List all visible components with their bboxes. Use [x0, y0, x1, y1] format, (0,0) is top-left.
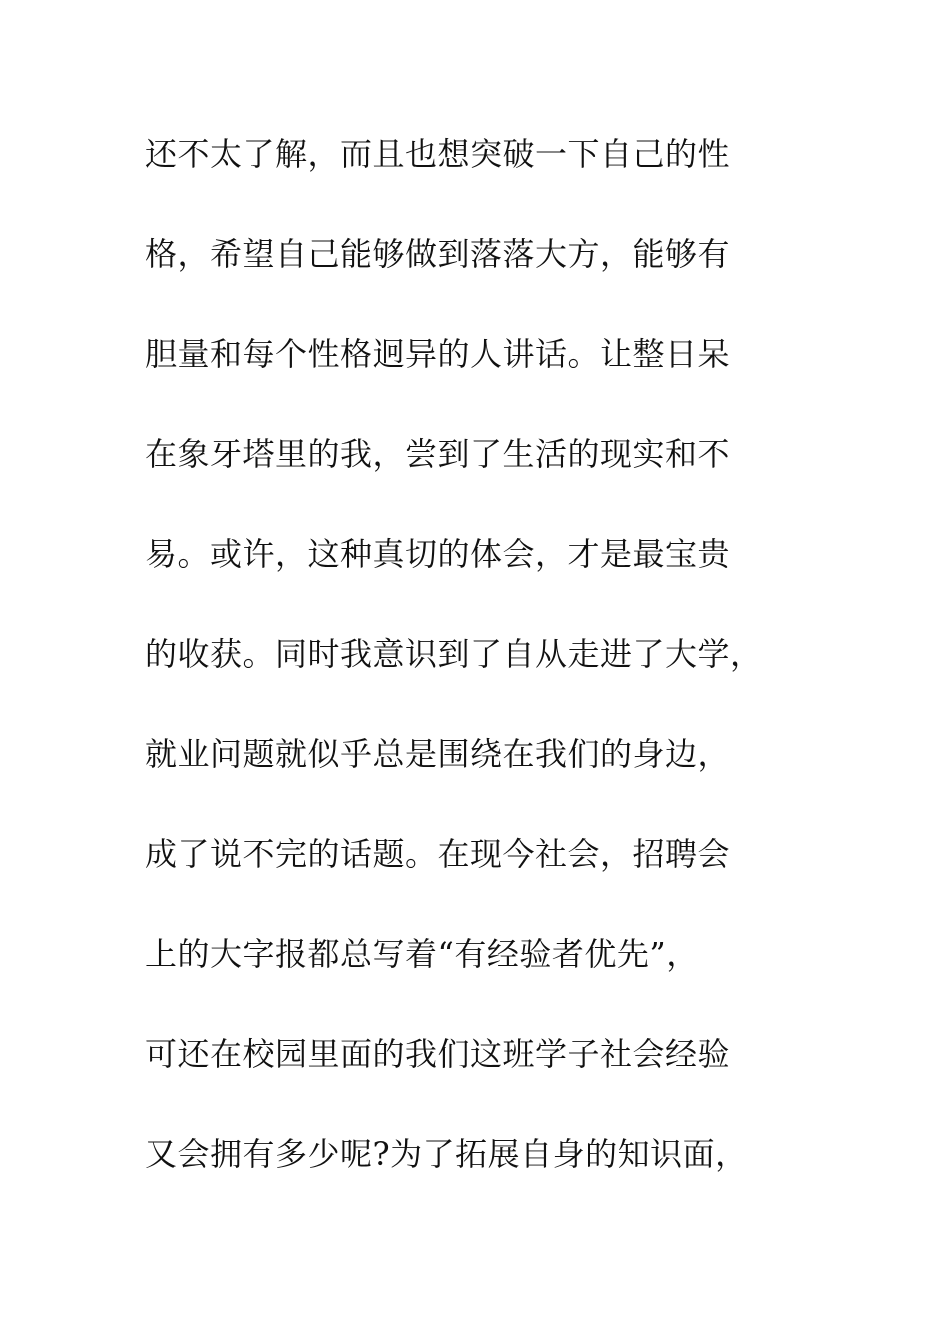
text-line: 在象牙塔里的我，尝到了生活的现实和不 [145, 435, 731, 473]
text-line: 易。或许，这种真切的体会，才是最宝贵 [145, 535, 731, 573]
body-text [145, 126, 865, 1226]
text-line: 又会拥有多少呢?为了拓展自身的知识面， [145, 1135, 748, 1173]
text-line: 可还在校园里面的我们这班学子社会经验 [145, 1035, 731, 1073]
text-line: 上的大字报都总写着“有经验者优先”， [145, 935, 699, 973]
text-line: 成了说不完的话题。在现今社会，招聘会 [145, 835, 731, 873]
text-line: 胆量和每个性格迥异的人讲话。让整日呆 [145, 335, 731, 373]
text-line: 还不太了解，而且也想突破一下自己的性 [145, 135, 731, 173]
text-line: 就业问题就似乎总是围绕在我们的身边， [145, 735, 731, 773]
text-line: 的收获。同时我意识到了自从走进了大学， [145, 635, 763, 673]
text-line: 格，希望自己能够做到落落大方，能够有 [145, 235, 731, 273]
